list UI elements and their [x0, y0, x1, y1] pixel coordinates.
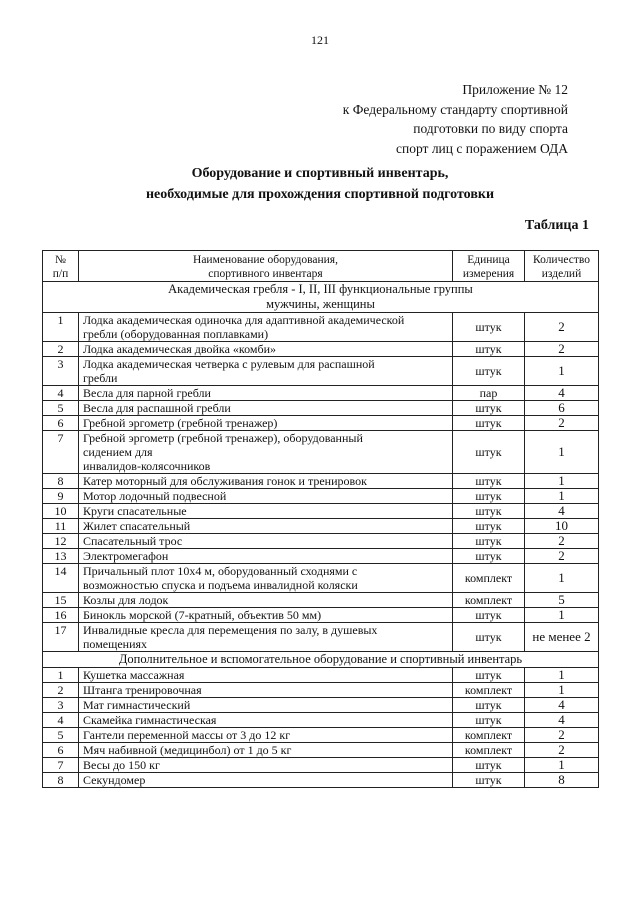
item-name-line: инвалидов-колясочников	[83, 459, 211, 473]
item-name-line: Гребной эргометр (гребной тренажер), оборудованный	[83, 431, 363, 445]
item-quantity: 1	[525, 357, 599, 386]
equipment-table	[42, 250, 599, 788]
item-name	[79, 474, 453, 489]
item-name-line: Весла для распашной гребли	[83, 401, 231, 415]
item-quantity: 1	[525, 608, 599, 623]
row-number: 6	[43, 743, 79, 758]
header-unit-line: Единица	[467, 254, 510, 266]
row-number: 8	[43, 474, 79, 489]
table-row	[43, 489, 599, 504]
section-title-line: Дополнительное и вспомогательное оборудование и спортивный инвентарь	[118, 652, 523, 666]
item-quantity: 10	[525, 519, 599, 534]
item-name	[79, 357, 453, 386]
item-name-line: помещениях	[83, 637, 148, 651]
item-unit: штук	[453, 489, 525, 504]
row-number: 7	[43, 758, 79, 773]
table-row	[43, 504, 599, 519]
item-name-line: Скамейка гимнастическая	[83, 713, 217, 727]
item-name-line: Весы до 150 кг	[83, 758, 160, 772]
item-name-line: Мат гимнастический	[83, 698, 191, 712]
row-number: 13	[43, 549, 79, 564]
header-qty-line: изделий	[541, 268, 582, 280]
header-name-line: Наименование оборудования,	[193, 254, 338, 266]
table-row	[43, 534, 599, 549]
item-unit: штук	[453, 713, 525, 728]
row-number: 7	[43, 431, 79, 474]
item-quantity: 2	[525, 416, 599, 431]
table-row	[43, 474, 599, 489]
row-number: 11	[43, 519, 79, 534]
header-qty-line: Количество	[533, 254, 590, 266]
item-name-line: Мяч набивной (медицинбол) от 1 до 5 кг	[83, 743, 292, 757]
item-quantity: 2	[525, 549, 599, 564]
row-number: 15	[43, 593, 79, 608]
header-unit-line: измерения	[462, 268, 515, 280]
item-name-line: Мотор лодочный подвесной	[83, 489, 227, 503]
item-name-line: Штанга тренировочная	[83, 683, 202, 697]
item-unit: штук	[453, 474, 525, 489]
item-unit: штук	[453, 534, 525, 549]
page-number: 121	[311, 33, 329, 47]
item-name	[79, 668, 453, 683]
item-unit: штук	[453, 416, 525, 431]
section-title-line: Академическая гребля - I, II, III функциональные группы	[168, 282, 473, 296]
table-row	[43, 342, 599, 357]
item-name	[79, 713, 453, 728]
table-row	[43, 549, 599, 564]
item-quantity: 1	[525, 474, 599, 489]
item-unit: штук	[453, 431, 525, 474]
table-row	[43, 758, 599, 773]
row-number: 5	[43, 401, 79, 416]
table-row	[43, 728, 599, 743]
item-quantity: 2	[525, 743, 599, 758]
row-number: 6	[43, 416, 79, 431]
row-number: 1	[43, 668, 79, 683]
table-row	[43, 386, 599, 401]
row-number: 9	[43, 489, 79, 504]
row-number: 3	[43, 357, 79, 386]
item-name	[79, 758, 453, 773]
item-name	[79, 728, 453, 743]
row-number: 4	[43, 386, 79, 401]
item-quantity: 2	[525, 534, 599, 549]
table-row	[43, 431, 599, 474]
table-header-row	[43, 251, 599, 282]
item-name	[79, 489, 453, 504]
row-number: 17	[43, 623, 79, 652]
item-quantity: 4	[525, 698, 599, 713]
item-name-line: Бинокль морской (7-кратный, объектив 50 мм)	[83, 608, 322, 622]
title-line: необходимые для прохождения спортивной подготовки	[145, 187, 495, 202]
table-body	[43, 282, 599, 788]
item-name-line: Жилет спасательный	[83, 519, 191, 533]
table-row	[43, 593, 599, 608]
item-name-line: Весла для парной гребли	[83, 386, 211, 400]
row-number: 2	[43, 683, 79, 698]
table-row	[43, 773, 599, 788]
item-name	[79, 743, 453, 758]
item-unit: пар	[453, 386, 525, 401]
item-name-line: Инвалидные кресла для перемещения по залу, в душевых	[83, 623, 378, 637]
item-unit: штук	[453, 504, 525, 519]
table-row	[43, 564, 599, 593]
item-unit: штук	[453, 758, 525, 773]
item-name-line: Причальный плот 10х4 м, оборудованный сходнями с	[83, 564, 358, 578]
item-unit: комплект	[453, 564, 525, 593]
table-row	[43, 713, 599, 728]
item-unit: комплект	[453, 728, 525, 743]
item-name-line: Лодка академическая одиночка для адаптивной академической	[83, 313, 405, 327]
item-name	[79, 504, 453, 519]
item-unit: комплект	[453, 743, 525, 758]
table-row	[43, 683, 599, 698]
item-unit: штук	[453, 342, 525, 357]
item-quantity: 1	[525, 668, 599, 683]
item-quantity: 1	[525, 683, 599, 698]
item-name	[79, 534, 453, 549]
appendix-line: спорт лиц с поражением ОДА	[396, 140, 568, 156]
item-unit: штук	[453, 357, 525, 386]
section-header-row	[43, 282, 599, 313]
item-name-line: гребли	[83, 371, 118, 385]
row-number: 8	[43, 773, 79, 788]
table-row	[43, 623, 599, 652]
item-unit: штук	[453, 623, 525, 652]
item-name	[79, 549, 453, 564]
section-title-line: мужчины, женщины	[266, 297, 375, 311]
item-name	[79, 593, 453, 608]
item-name-line: гребли (оборудованная поплавками)	[83, 327, 269, 341]
item-unit: штук	[453, 401, 525, 416]
item-unit: штук	[453, 519, 525, 534]
item-quantity: 4	[525, 504, 599, 519]
item-name	[79, 698, 453, 713]
table-row	[43, 519, 599, 534]
section-title	[43, 652, 599, 668]
row-number: 2	[43, 342, 79, 357]
title-line: Оборудование и спортивный инвентарь,	[191, 166, 449, 181]
item-name-line: Кушетка массажная	[83, 668, 185, 682]
table-row	[43, 668, 599, 683]
item-quantity: 1	[525, 489, 599, 504]
item-name-line: Лодка академическая двойка «комби»	[83, 342, 277, 356]
appendix-line: к Федеральному стандарту спортивной	[342, 101, 568, 117]
item-name	[79, 416, 453, 431]
item-name	[79, 401, 453, 416]
item-name	[79, 342, 453, 357]
header-name-line: спортивного инвентаря	[208, 268, 323, 280]
item-name-line: Секундомер	[83, 773, 146, 787]
table-row	[43, 401, 599, 416]
item-quantity: 2	[525, 728, 599, 743]
item-name	[79, 313, 453, 342]
item-quantity: 1	[525, 431, 599, 474]
item-quantity: не менее 2	[525, 623, 599, 652]
row-number: 3	[43, 698, 79, 713]
item-name	[79, 683, 453, 698]
item-name-line: Гантели переменной массы от 3 до 12 кг	[83, 728, 291, 742]
item-name	[79, 519, 453, 534]
item-name-line: Козлы для лодок	[83, 593, 169, 607]
table-row	[43, 313, 599, 342]
item-name	[79, 623, 453, 652]
item-quantity: 4	[525, 713, 599, 728]
item-quantity: 6	[525, 401, 599, 416]
item-unit: штук	[453, 698, 525, 713]
item-quantity: 1	[525, 758, 599, 773]
item-name	[79, 608, 453, 623]
item-unit: штук	[453, 773, 525, 788]
appendix-line: Приложение № 12	[462, 82, 568, 97]
item-quantity: 8	[525, 773, 599, 788]
appendix-header	[248, 80, 568, 158]
item-name-line: Круги спасательные	[83, 504, 187, 518]
row-number: 10	[43, 504, 79, 519]
document-title	[0, 163, 640, 205]
table-row	[43, 743, 599, 758]
item-name-line: Спасательный трос	[83, 534, 183, 548]
table-row	[43, 357, 599, 386]
header-unit	[453, 251, 525, 282]
table-row	[43, 416, 599, 431]
item-unit: штук	[453, 549, 525, 564]
item-unit: штук	[453, 668, 525, 683]
item-name	[79, 386, 453, 401]
appendix-line: подготовки по виду спорта	[413, 121, 568, 136]
section-header-row	[43, 652, 599, 668]
header-name	[79, 251, 453, 282]
item-unit: комплект	[453, 683, 525, 698]
item-quantity: 1	[525, 564, 599, 593]
item-unit: комплект	[453, 593, 525, 608]
item-name	[79, 564, 453, 593]
table-row	[43, 608, 599, 623]
item-name-line: Гребной эргометр (гребной тренажер)	[83, 416, 278, 430]
item-quantity: 4	[525, 386, 599, 401]
header-num-line: №	[55, 254, 66, 266]
item-name	[79, 773, 453, 788]
item-quantity: 2	[525, 313, 599, 342]
row-number: 14	[43, 564, 79, 593]
item-unit: штук	[453, 313, 525, 342]
row-number: 5	[43, 728, 79, 743]
table-label: Таблица 1	[524, 218, 589, 233]
item-name-line: сидением для	[83, 445, 153, 459]
item-name	[79, 431, 453, 474]
item-name-line: Лодка академическая четверка с рулевым для распашной	[83, 357, 375, 371]
item-name-line: возможностью спуска и подъема инвалидной коляски	[83, 578, 358, 592]
item-quantity: 2	[525, 342, 599, 357]
table-row	[43, 698, 599, 713]
item-quantity: 5	[525, 593, 599, 608]
row-number: 1	[43, 313, 79, 342]
row-number: 12	[43, 534, 79, 549]
item-name-line: Электромегафон	[83, 549, 169, 563]
section-title	[43, 282, 599, 313]
row-number: 16	[43, 608, 79, 623]
row-number: 4	[43, 713, 79, 728]
header-num	[43, 251, 79, 282]
item-name-line: Катер моторный для обслуживания гонок и тренировок	[83, 474, 367, 488]
header-num-line: п/п	[52, 268, 69, 280]
header-qty	[525, 251, 599, 282]
item-unit: штук	[453, 608, 525, 623]
